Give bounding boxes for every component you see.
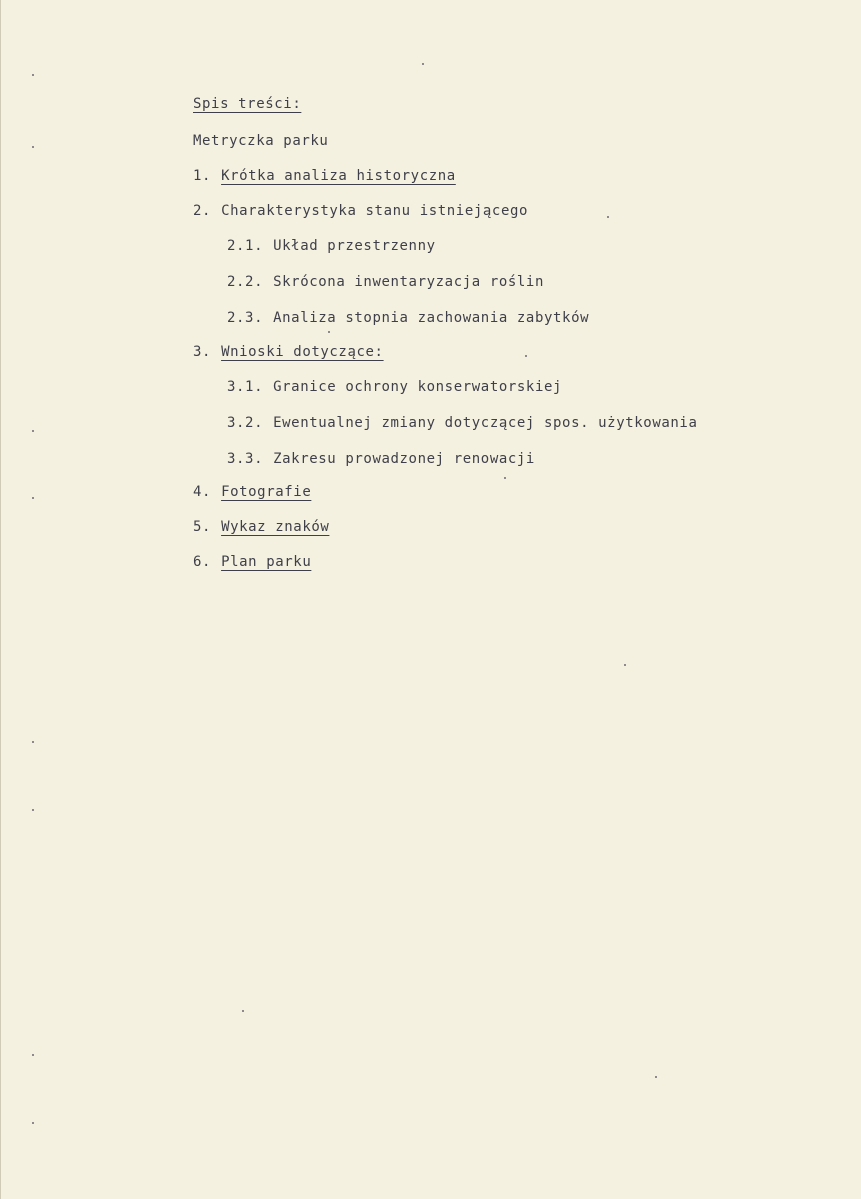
- toc-item-3-3: [227, 450, 535, 468]
- toc-item-2-1: [227, 237, 436, 255]
- toc-item-3-2-label: Ewentualnej zmiany dotyczącej spos. użytkowania: [273, 415, 698, 431]
- paper-speck: [32, 146, 34, 148]
- toc-item-3-3-number: 3.3.: [227, 451, 264, 467]
- toc-item-3: [193, 343, 384, 361]
- toc-item-1: [193, 167, 456, 185]
- toc-item-2-2-label: Skrócona inwentaryzacja roślin: [273, 274, 544, 290]
- toc-item-3-1-label: Granice ochrony konserwatorskiej: [273, 379, 563, 395]
- toc-item-2-3-number: 2.3.: [227, 310, 264, 326]
- toc-item-3-3-label: Zakresu prowadzonej renowacji: [273, 451, 535, 467]
- paper-speck: [655, 1076, 657, 1078]
- toc-item-4-number: 4.: [193, 484, 212, 500]
- toc-item-2-2-number: 2.2.: [227, 274, 264, 290]
- toc-item-5-label: Wykaz znaków: [221, 519, 330, 535]
- toc-item-2-label: Charakterystyka stanu istniejącego: [221, 203, 529, 219]
- toc-item-6: [193, 553, 311, 571]
- toc-item-3-1: [227, 378, 562, 396]
- paper-speck: [525, 355, 527, 357]
- toc-item-3-1-number: 3.1.: [227, 379, 264, 395]
- paper-speck: [504, 477, 506, 479]
- paper-speck: [422, 63, 424, 65]
- toc-item-5-number: 5.: [193, 519, 212, 535]
- toc-item-4-label: Fotografie: [221, 484, 312, 500]
- toc-item-3-2: [227, 414, 697, 432]
- toc-item-2-1-label: Układ przestrzenny: [273, 238, 436, 254]
- toc-item-1-label: Krótka analiza historyczna: [221, 168, 456, 184]
- paper-speck: [32, 497, 34, 499]
- toc-item-4: [193, 483, 311, 501]
- toc-item-3-label: Wnioski dotyczące:: [221, 344, 384, 360]
- toc-item-2: [193, 202, 528, 220]
- toc-item-3-2-number: 3.2.: [227, 415, 264, 431]
- paper-speck: [328, 331, 330, 333]
- toc-item-2-3-label: Analiza stopnia zachowania zabytków: [273, 310, 590, 326]
- toc-item-3-number: 3.: [193, 344, 212, 360]
- toc-item-6-label: Plan parku: [221, 554, 312, 570]
- paper-speck: [32, 1054, 34, 1056]
- paper-speck: [32, 1122, 34, 1124]
- toc-item-2-1-number: 2.1.: [227, 238, 264, 254]
- paper-speck: [607, 216, 609, 218]
- paper-speck: [32, 430, 34, 432]
- toc-title: Spis treści:: [193, 96, 302, 112]
- toc-item-2-2: [227, 273, 544, 291]
- paper-speck: [32, 741, 34, 743]
- toc-item-5: [193, 518, 329, 536]
- paper-speck: [624, 664, 626, 666]
- toc-item-1-number: 1.: [193, 168, 212, 184]
- toc-item-6-number: 6.: [193, 554, 212, 570]
- toc-item-2-number: 2.: [193, 203, 212, 219]
- paper-speck: [242, 1010, 244, 1012]
- paper-speck: [32, 74, 34, 76]
- paper-speck: [32, 809, 34, 811]
- toc-item-metryczka: Metryczka parku: [193, 133, 329, 149]
- toc-item-2-3: [227, 309, 589, 327]
